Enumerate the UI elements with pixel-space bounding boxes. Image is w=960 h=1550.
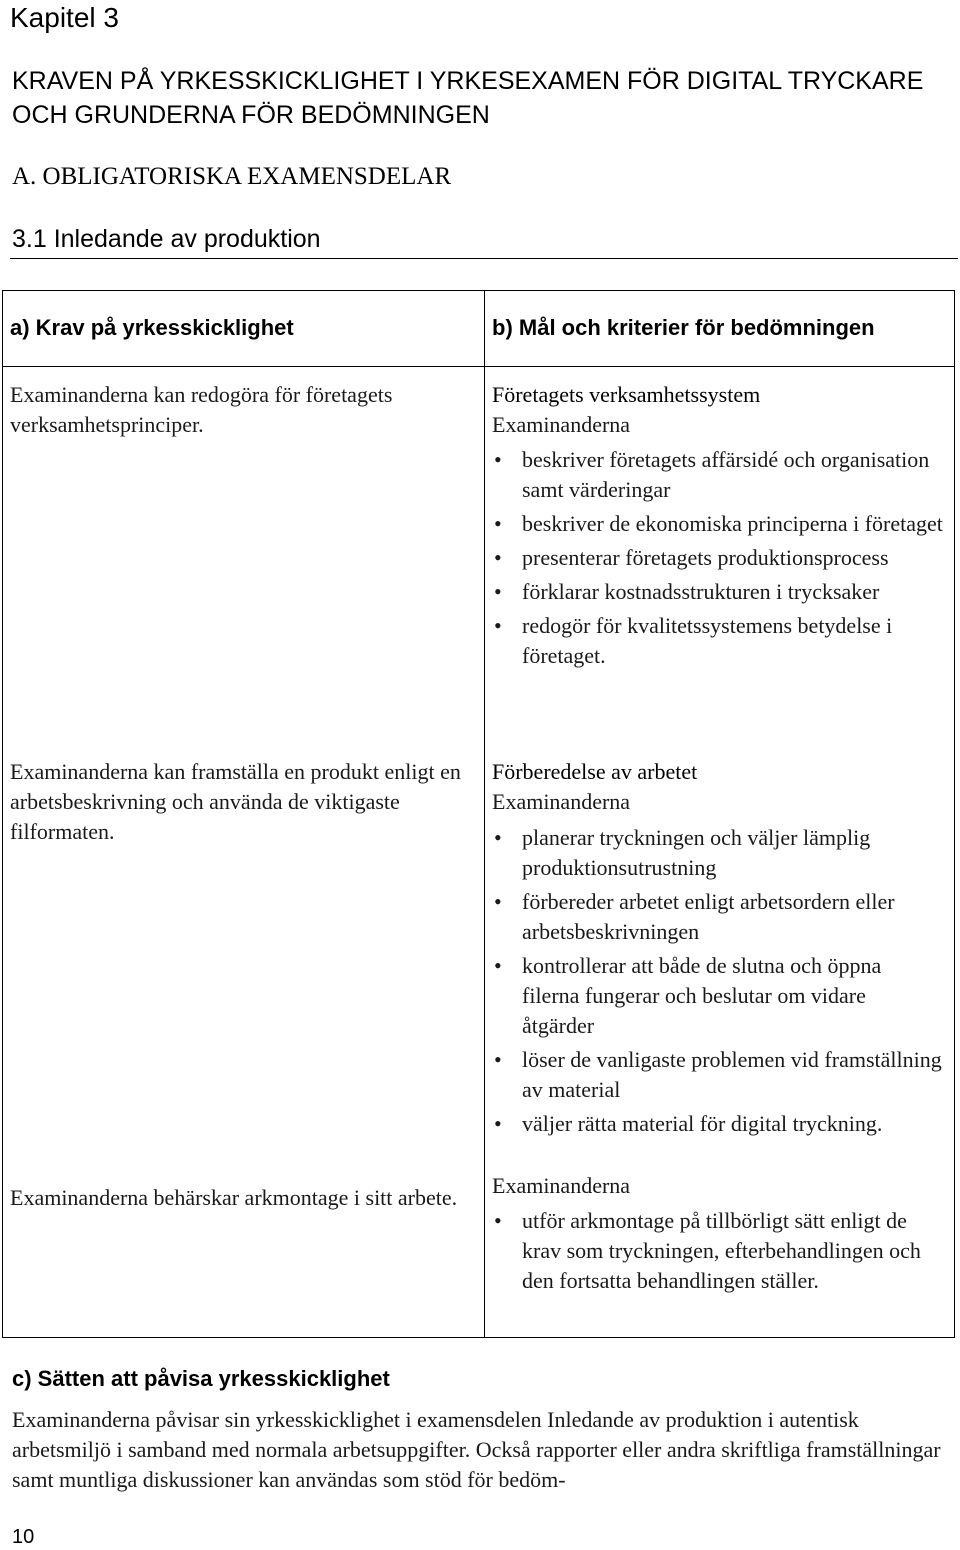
section-c-heading: c) Sätten att påvisa yrkesskicklighet [12, 1366, 390, 1391]
criteria-list-preparation [492, 823, 942, 1143]
list-item: • beskriver företagets affärsidé och organisation samt värderingar [492, 445, 947, 505]
list-item: • presenterar företagets produktionsprocess [492, 543, 947, 573]
page-number: 10 [12, 1526, 35, 1548]
document-title: KRAVEN PÅ YRKESSKICKLIGHET I YRKESEXAMEN FÖR DIGITAL TRYCKARE OCH GRUNDERNA FÖR BEDÖMNINGEN [12, 67, 924, 129]
column-header-requirements: a) Krav på yrkesskicklighet [10, 315, 294, 340]
part-title: A. OBLIGATORISKA EXAMENSDELAR [12, 163, 452, 190]
criteria-subject: Examinanderna [492, 789, 631, 814]
criteria-heading-preparation: Förberedelse av arbetet [492, 759, 698, 784]
requirement-2: Examinanderna kan framställa en produkt enligt en arbetsbeskrivning och använda de viktigaste filformaten. [10, 759, 461, 844]
section-title: 3.1 Inledande av produktion [12, 225, 321, 253]
criteria-subject: Examinanderna [492, 1173, 631, 1198]
column-header-criteria: b) Mål och kriterier för bedömningen [492, 315, 875, 340]
criteria-list-business-system [492, 445, 947, 675]
requirement-3: Examinanderna behärskar arkmontage i sitt arbete. [10, 1185, 458, 1210]
list-item: • väljer rätta material för digital tryckning. [492, 1109, 942, 1139]
list-item: • förklarar kostnadsstrukturen i trycksaker [492, 577, 947, 607]
list-item: • planerar tryckningen och väljer lämplig produktionsutrustning [492, 823, 942, 883]
section-c-paragraph: Examinanderna påvisar sin yrkesskicklighet i examensdelen Inledande av produktion i autentisk arbetsmiljö i samband med normala arbetsuppgifter. Också rapporter eller andra skriftliga framställningar samt muntliga diskussioner kan användas som stöd för bedöm- [12, 1407, 941, 1492]
table-column-divider [484, 290, 485, 1338]
table-header-divider [2, 366, 955, 367]
criteria-heading-business-system: Företagets verksamhetssystem [492, 382, 761, 407]
list-item: • kontrollerar att både de slutna och öppna filerna fungerar och beslutar om vidare åtgärder [492, 951, 942, 1041]
list-item: • förbereder arbetet enligt arbetsordern eller arbetsbeskrivningen [492, 887, 942, 947]
list-item: • löser de vanligaste problemen vid framställning av material [492, 1045, 942, 1105]
list-item: • beskriver de ekonomiska principerna i företaget [492, 509, 947, 539]
list-item: • redogör för kvalitetssystemens betydelse i företaget. [492, 611, 947, 671]
requirement-1: Examinanderna kan redogöra för företagets verksamhetsprinciper. [10, 382, 393, 437]
chapter-label: Kapitel 3 [10, 2, 119, 33]
criteria-list-imposition [492, 1206, 932, 1300]
criteria-subject: Examinanderna [492, 412, 631, 437]
section-divider [10, 258, 958, 259]
list-item: • utför arkmontage på tillbörligt sätt enligt de krav som tryckningen, efterbehandlingen och den fortsatta behandlingen ställer. [492, 1206, 932, 1296]
